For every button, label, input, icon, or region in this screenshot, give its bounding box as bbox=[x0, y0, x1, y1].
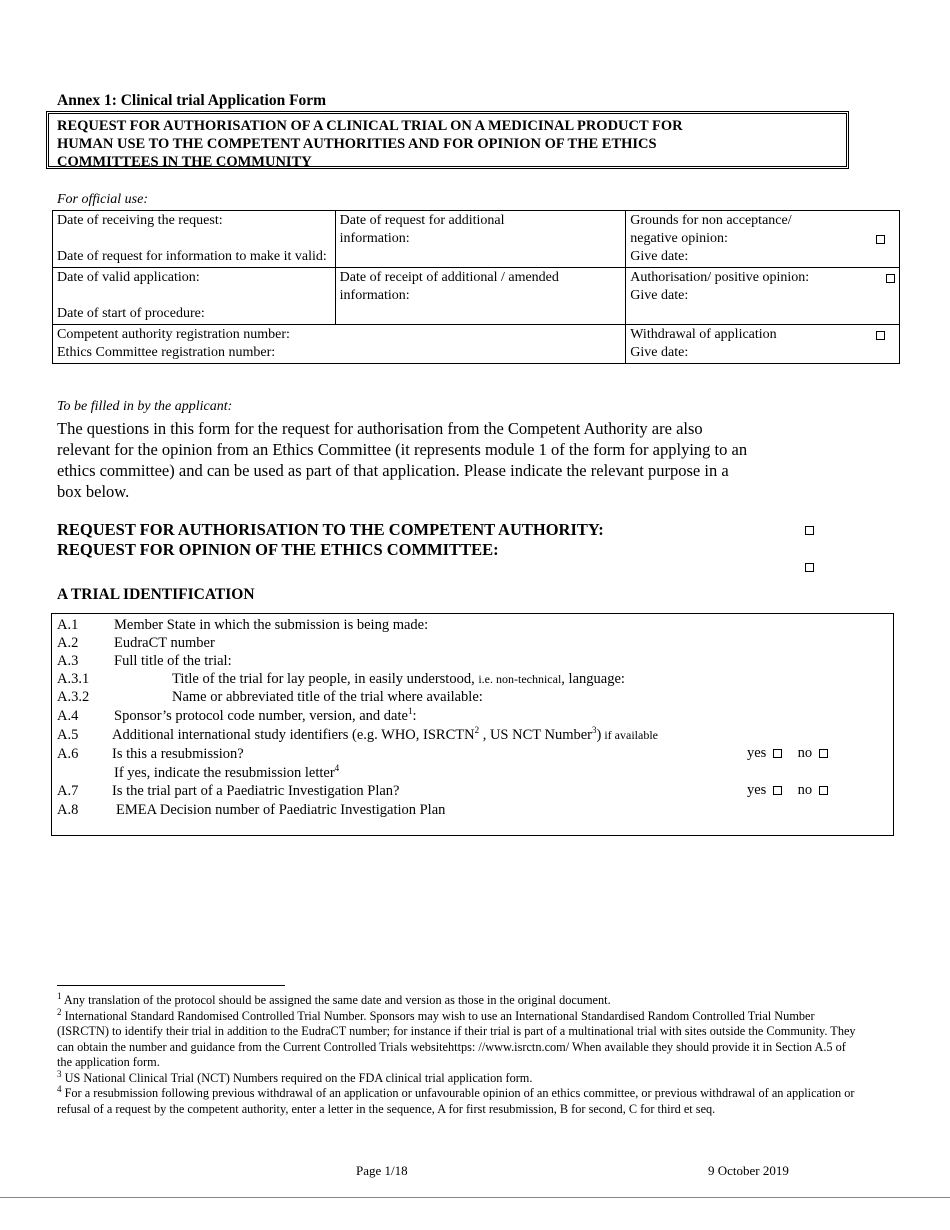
request-title-line-3: COMMITTEES IN THE COMMUNITY bbox=[57, 154, 312, 170]
ethics-committee-registration-label: Ethics Committee registration number: bbox=[57, 345, 276, 360]
ethics-committee-checkbox[interactable] bbox=[805, 563, 814, 572]
page-date: 9 October 2019 bbox=[708, 1163, 789, 1178]
date-request-info-label: Date of request for information to make it valid: bbox=[57, 249, 327, 264]
item-text: Title of the trial for lay people, in easily understood, bbox=[172, 671, 479, 687]
give-date-label: Give date: bbox=[630, 288, 689, 303]
footnote-separator bbox=[57, 985, 285, 986]
item-text-tail: , language: bbox=[561, 671, 625, 687]
item-text: Sponsor’s protocol code number, version, and date bbox=[114, 708, 408, 724]
yes-label: yes bbox=[747, 782, 767, 798]
footnote-ref: 1 bbox=[407, 706, 413, 717]
item-text-small: i.e. non-technical bbox=[478, 672, 562, 686]
item-number: A.4 bbox=[57, 708, 79, 724]
negative-opinion-checkbox[interactable] bbox=[876, 235, 885, 244]
applicant-intro bbox=[57, 418, 877, 502]
date-request-additional-label: Date of request for additional bbox=[339, 213, 505, 228]
no-label: no bbox=[797, 782, 813, 798]
item-text: EMEA Decision number of Paediatric Investigation Plan bbox=[116, 802, 446, 818]
footnote-2 bbox=[57, 1006, 857, 1071]
a7-yes-no bbox=[747, 782, 828, 799]
footnote-text: International Standard Randomised Controlled Trial Number. Sponsors may wish to use an International Standardised Random Controlled Trial Number (ISRCTN) to identify their trial in addition to the EudraCT number; for instance if their trial is part of a multinational trial with sites outside the Community. They can obtain the number and guidance from the Current Controlled Trials websitehttps: //www.isrctn.com/ When available they should provide it in Section A.5 of the application form. bbox=[57, 1008, 856, 1069]
trial-identification-box bbox=[51, 613, 894, 836]
give-date-label: Give date: bbox=[630, 249, 689, 264]
a7-no-checkbox[interactable] bbox=[819, 786, 828, 795]
footnote-ref: 2 bbox=[474, 725, 480, 736]
item-text: Is this a resubmission? bbox=[112, 746, 244, 762]
date-receipt-additional-label: Date of receipt of additional / amended bbox=[339, 270, 559, 285]
page-number: Page 1/18 bbox=[356, 1163, 408, 1178]
item-number: A.3.1 bbox=[57, 671, 90, 687]
date-start-procedure-label: Date of start of procedure: bbox=[57, 306, 205, 321]
official-cell-receiving bbox=[53, 211, 336, 268]
item-text: Additional international study identifiers (e.g. WHO, ISRCTN bbox=[112, 727, 475, 743]
intro-line-1: The questions in this form for the request for authorisation from the Competent Authority are also bbox=[57, 419, 703, 438]
withdrawal-label: Withdrawal of application bbox=[630, 327, 777, 342]
a6-yes-checkbox[interactable] bbox=[773, 749, 782, 758]
give-date-label: Give date: bbox=[630, 345, 689, 360]
item-number: A.7 bbox=[57, 783, 79, 799]
a6-yes-no bbox=[747, 745, 828, 762]
date-valid-application-label: Date of valid application: bbox=[57, 270, 200, 285]
intro-line-2: relevant for the opinion from an Ethics Committee (it represents module 1 of the form for applying to an bbox=[57, 440, 748, 459]
item-text: Is the trial part of a Paediatric Investigation Plan? bbox=[112, 783, 400, 799]
item-text-tail: : bbox=[412, 708, 417, 724]
competent-authority-registration-label: Competent authority registration number: bbox=[57, 327, 290, 342]
page-bottom-rule bbox=[0, 1197, 950, 1198]
authorisation-positive-checkbox[interactable] bbox=[886, 274, 895, 283]
no-label: no bbox=[797, 745, 813, 761]
official-use-label: For official use: bbox=[57, 192, 148, 207]
official-cell-receipt bbox=[335, 268, 626, 325]
item-text: Member State in which the submission is being made: bbox=[114, 617, 429, 633]
item-text-mid: , US NCT Number bbox=[479, 727, 592, 743]
official-cell-valid bbox=[53, 268, 336, 325]
footnote-mark: 3 bbox=[57, 1068, 62, 1079]
request-title-line-1: REQUEST FOR AUTHORISATION OF A CLINICAL TRIAL ON A MEDICINAL PRODUCT FOR bbox=[57, 118, 683, 134]
official-cell-additional bbox=[335, 211, 626, 268]
footnote-1 bbox=[57, 990, 857, 1009]
item-number: A.3.2 bbox=[57, 689, 90, 705]
footnotes bbox=[57, 990, 857, 1117]
item-number: A.2 bbox=[57, 635, 79, 651]
negative-opinion-label: negative opinion: bbox=[630, 231, 728, 246]
item-number: A.1 bbox=[57, 617, 79, 633]
item-number: A.8 bbox=[57, 802, 79, 818]
footnote-4 bbox=[57, 1083, 857, 1117]
authorisation-positive-label: Authorisation/ positive opinion: bbox=[630, 270, 810, 285]
footnote-ref: 4 bbox=[334, 763, 340, 774]
date-request-additional-label-2: information: bbox=[339, 231, 410, 246]
date-receipt-additional-label-2: information: bbox=[339, 288, 410, 303]
item-number: A.5 bbox=[57, 727, 79, 743]
section-a-heading: A TRIAL IDENTIFICATION bbox=[57, 586, 255, 603]
intro-line-4: box below. bbox=[57, 482, 130, 501]
footnote-mark: 1 bbox=[57, 990, 62, 1001]
item-text-tail: ) bbox=[596, 727, 602, 743]
item-number: A.3 bbox=[57, 653, 79, 669]
footnote-3 bbox=[57, 1068, 857, 1087]
applicant-label: To be filled in by the applicant: bbox=[57, 399, 233, 414]
request-ethics-committee: REQUEST FOR OPINION OF THE ETHICS COMMITTEE: bbox=[57, 540, 499, 559]
footnote-text: For a resubmission following previous withdrawal of an application or unfavourable opinion of an ethics committee, or previous withdrawal of an application or refusal of a request by the competent authority, enter a letter in the sequence, A for first resubmission, B for second, C for third et seq. bbox=[57, 1086, 855, 1116]
yes-label: yes bbox=[747, 745, 767, 761]
footnote-mark: 2 bbox=[57, 1006, 62, 1017]
annex-title: Annex 1: Clinical trial Application Form bbox=[57, 92, 327, 109]
official-cell-authorisation bbox=[626, 268, 900, 325]
date-receiving-label: Date of receiving the request: bbox=[57, 213, 223, 228]
competent-authority-checkbox[interactable] bbox=[805, 526, 814, 535]
grounds-non-acceptance-label: Grounds for non acceptance/ bbox=[630, 213, 792, 228]
official-use-table bbox=[52, 210, 900, 364]
item-number: A.6 bbox=[57, 746, 79, 762]
item-text: EudraCT number bbox=[114, 635, 215, 651]
resubmission-letter-text: If yes, indicate the resubmission letter bbox=[114, 765, 335, 781]
official-cell-registration bbox=[53, 325, 626, 364]
a7-yes-checkbox[interactable] bbox=[773, 786, 782, 795]
withdrawal-checkbox[interactable] bbox=[876, 331, 885, 340]
footnote-ref: 3 bbox=[592, 725, 597, 736]
footnote-mark: 4 bbox=[57, 1083, 62, 1094]
request-title-line-2: HUMAN USE TO THE COMPETENT AUTHORITIES AND FOR OPINION OF THE ETHICS bbox=[57, 136, 657, 152]
intro-line-3: ethics committee) and can be used as part of that application. Please indicate the relevant purpose in a bbox=[57, 461, 729, 480]
request-title-box bbox=[46, 111, 849, 169]
item-text: Full title of the trial: bbox=[114, 653, 232, 669]
official-cell-withdrawal bbox=[626, 325, 900, 364]
request-competent-authority: REQUEST FOR AUTHORISATION TO THE COMPETENT AUTHORITY: bbox=[57, 520, 604, 539]
item-text: Name or abbreviated title of the trial where available: bbox=[172, 689, 483, 705]
footnote-text: Any translation of the protocol should be assigned the same date and version as those in the original document. bbox=[61, 993, 611, 1007]
a6-no-checkbox[interactable] bbox=[819, 749, 828, 758]
item-text-small: if available bbox=[601, 728, 658, 742]
official-cell-grounds bbox=[626, 211, 900, 268]
footnote-text: US National Clinical Trial (NCT) Numbers required on the FDA clinical trial application form. bbox=[61, 1070, 533, 1085]
